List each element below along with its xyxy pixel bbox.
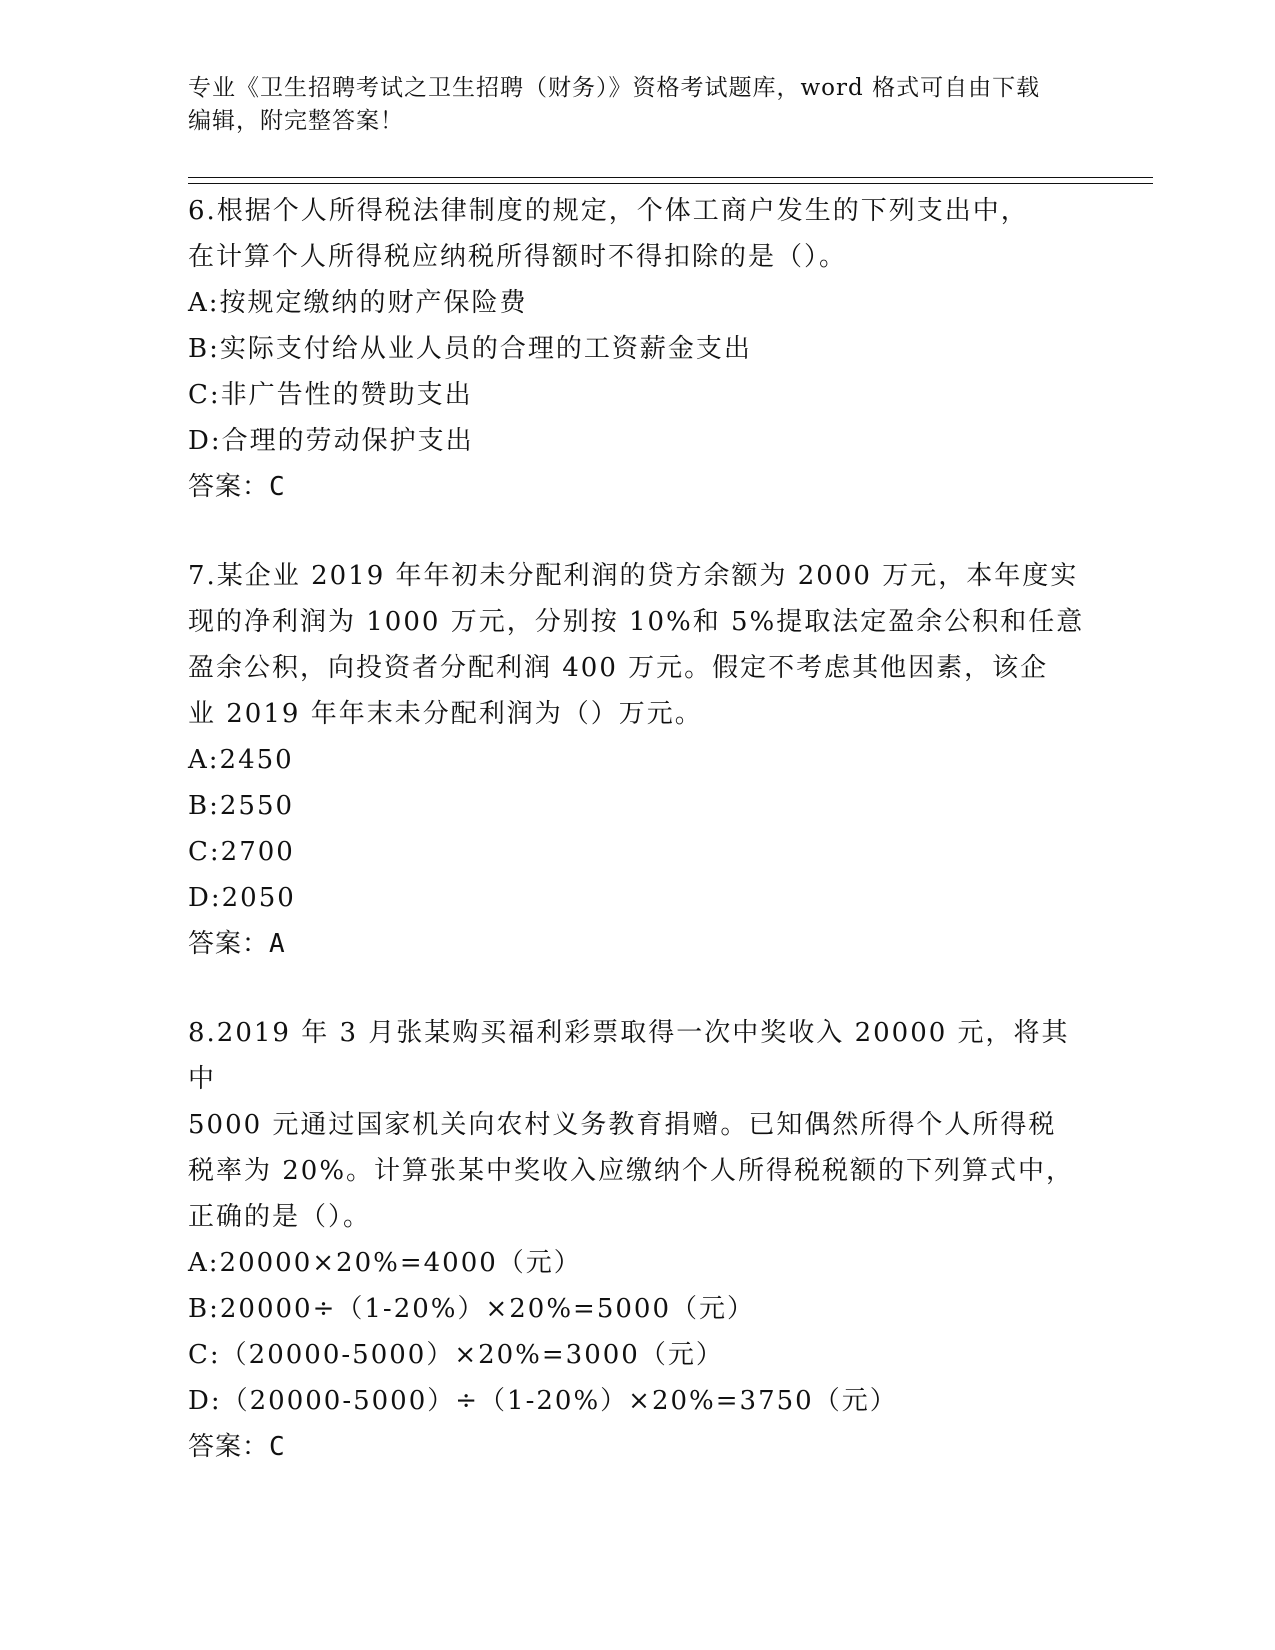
question-stem xyxy=(188,1010,1088,1240)
option-c: C:（20000-5000）×20%=3000（元） xyxy=(188,1340,724,1370)
stem-line: 盈余公积，向投资者分配利润 400 万元。假定不考虑其他因素，该企 xyxy=(188,653,1049,683)
header-divider-bottom xyxy=(188,183,1153,184)
question-stem xyxy=(188,188,1088,280)
header-line-2: 编辑，附完整答案！ xyxy=(188,108,404,134)
stem-line: 在计算个人所得税应纳税所得额时不得扣除的是（）。 xyxy=(188,242,848,272)
option-d: D:（20000-5000）÷（1-20%）×20%=3750（元） xyxy=(188,1386,898,1416)
answer-line xyxy=(188,1424,1088,1470)
question-6 xyxy=(188,188,1088,510)
document-header xyxy=(188,72,1068,138)
question-7 xyxy=(188,553,1088,967)
header-line-1: 专业《卫生招聘考试之卫生招聘（财务）》资格考试题库，word 格式可自由下载 xyxy=(188,75,1041,101)
stem-line: 现的净利润为 1000 万元，分别按 10%和 5%提取法定盈余公积和任意 xyxy=(188,607,1085,637)
stem-line: 6.根据个人所得税法律制度的规定，个体工商户发生的下列支出中， xyxy=(188,196,1029,226)
option-b: B:2550 xyxy=(188,791,295,821)
stem-line: 8.2019 年 3 月张某购买福利彩票取得一次中奖收入 20000 元，将其中 xyxy=(188,1018,1070,1094)
question-stem xyxy=(188,553,1088,737)
header-divider-top xyxy=(188,177,1153,178)
answer-value: C xyxy=(269,1432,286,1462)
option-b: B:实际支付给从业人员的合理的工资薪金支出 xyxy=(188,334,752,364)
option-c: C:非广告性的赞助支出 xyxy=(188,380,473,410)
option-d: D:合理的劳动保护支出 xyxy=(188,426,474,456)
stem-line: 业 2019 年年末未分配利润为（）万元。 xyxy=(188,699,703,729)
answer-line xyxy=(188,464,1088,510)
answer-value: A xyxy=(269,929,286,959)
option-d: D:2050 xyxy=(188,883,296,913)
stem-line: 7.某企业 2019 年年初未分配利润的贷方余额为 2000 万元，本年度实 xyxy=(188,561,1079,591)
stem-line: 5000 元通过国家机关向农村义务教育捐赠。已知偶然所得个人所得税 xyxy=(188,1110,1057,1140)
question-8 xyxy=(188,1010,1088,1470)
answer-label: 答案： xyxy=(188,1432,270,1462)
stem-line: 税率为 20%。计算张某中奖收入应缴纳个人所得税税额的下列算式中， xyxy=(188,1156,1075,1186)
option-b: B:20000÷（1-20%）×20%=5000（元） xyxy=(188,1294,756,1324)
option-a: A:按规定缴纳的财产保险费 xyxy=(188,288,528,318)
answer-line xyxy=(188,921,1088,967)
stem-line: 正确的是（）。 xyxy=(188,1202,372,1232)
answer-value: C xyxy=(269,472,286,502)
answer-label: 答案： xyxy=(188,929,270,959)
option-c: C:2700 xyxy=(188,837,295,867)
option-a: A:2450 xyxy=(188,745,294,775)
answer-label: 答案： xyxy=(188,472,270,502)
option-a: A:20000×20%=4000（元） xyxy=(188,1248,582,1278)
